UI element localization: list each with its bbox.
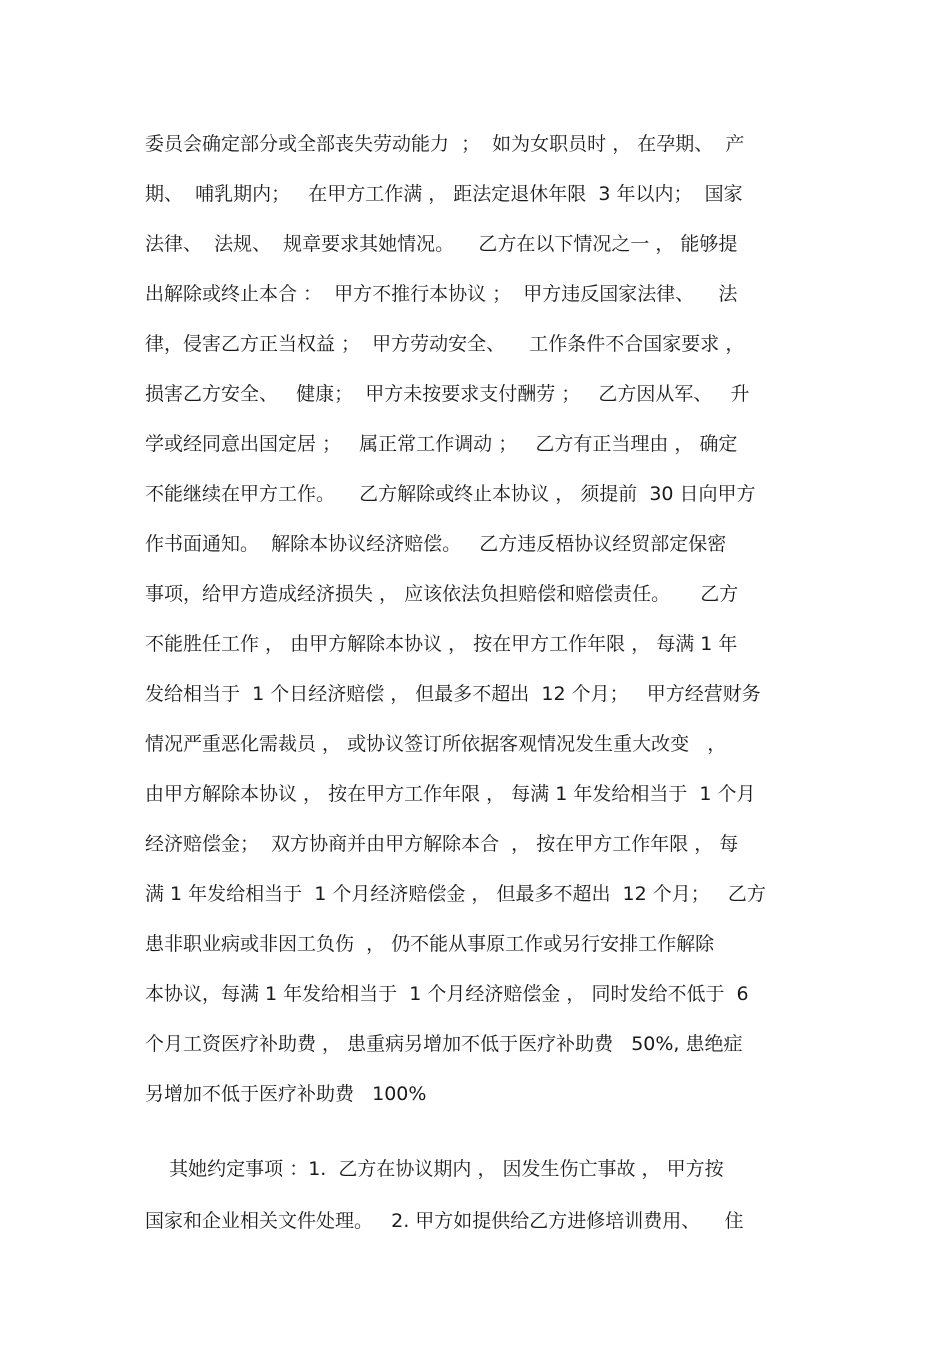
text-line: 律，侵害乙方正当权益 ； 甲方劳动安全、 工作条件不合国家要求 ， — [145, 333, 745, 355]
text-line: 委员会确定部分或全部丧失劳动能力 ； 如为女职员时 ， 在孕期、 产 — [145, 133, 745, 155]
text-line: 其她约定事项 ：1. 乙方在协议期内 ， 因发生伤亡事故 ， 甲方按 — [145, 1158, 724, 1180]
text-line: 另增加不低于医疗补助费 100% — [145, 1083, 427, 1105]
text-line: 发给相当于 1 个日经济赔偿 ， 但最多不超出 12 个月； 甲方经营财务 — [145, 683, 761, 705]
text-line: 法律、 法规、 规章要求其她情况。 乙方在以下情况之一 ， 能够提 — [145, 233, 738, 255]
text-line: 学或经同意出国定居 ； 属正常工作调动 ； 乙方有正当理由 ， 确定 — [145, 433, 738, 455]
text-line: 不能胜任工作 ， 由甲方解除本协议 ， 按在甲方工作年限 ， 每满 1 年 — [145, 633, 738, 655]
text-line: 作书面通知。 解除本协议经济赔偿。 乙方违反梧协议经贸部定保密 — [145, 533, 727, 555]
text-line: 情况严重恶化需裁员 ， 或协议签订所依据客观情况发生重大改变 ， — [145, 733, 727, 755]
text-line: 事项，给甲方造成经济损失 ， 应该依法负担赔偿和赔偿责任。 乙方 — [145, 583, 739, 605]
text-line: 国家和企业相关文件处理。 2. 甲方如提供给乙方进修培训费用、 住 — [145, 1210, 744, 1232]
text-line: 由甲方解除本协议 ， 按在甲方工作年限 ， 每满 1 年发给相当于 1 个月 — [145, 783, 756, 805]
paragraph-other-terms — [145, 1143, 810, 1247]
text-line: 出解除或终止本合 ： 甲方不推行本协议 ； 甲方违反国家法律、 法 — [145, 283, 738, 305]
text-line: 满 1 年发给相当于 1 个月经济赔偿金 ， 但最多不超出 12 个月； 乙方 — [145, 883, 766, 905]
text-line: 个月工资医疗补助费 ， 患重病另增加不低于医疗补助费 50%, 患绝症 — [145, 1033, 743, 1055]
text-line: 患非职业病或非因工负伤 ， 仍不能从事原工作或另行安排工作解除 — [145, 933, 715, 955]
text-line: 损害乙方安全、 健康； 甲方未按要求支付酬劳 ； 乙方因从军、 升 — [145, 383, 750, 405]
text-line: 不能继续在甲方工作。 乙方解除或终止本协议 ， 须提前 30 日向甲方 — [145, 483, 756, 505]
text-line: 经济赔偿金； 双方协商并由甲方解除本合 ， 按在甲方工作年限 ， 每 — [145, 833, 739, 855]
text-line: 期、 哺乳期内； 在甲方工作满 ， 距法定退休年限 3 年以内； 国家 — [145, 183, 743, 205]
paragraph-termination-terms — [145, 119, 810, 1119]
text-line: 本协议，每满 1 年发给相当于 1 个月经济赔偿金 ， 同时发给不低于 6 — [145, 983, 749, 1005]
